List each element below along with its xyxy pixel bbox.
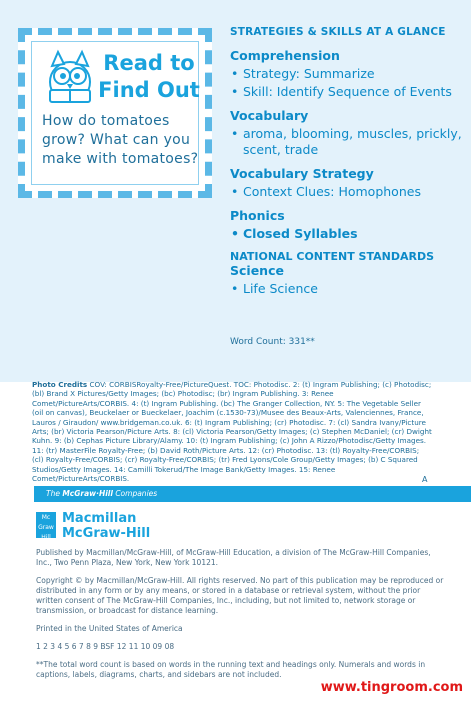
photo-credits xyxy=(32,380,432,483)
title-line-1: Read to xyxy=(103,51,195,75)
comprehension-item-skill: • Skill: Identify Sequence of Events xyxy=(230,84,466,100)
photo-credits-label: Photo Credits xyxy=(32,380,88,389)
word-count-note: **The total word count is based on words in the running text and headings only. Numerals and words in captions, labels, diagrams, charts, and sidebars are not included. xyxy=(36,660,426,679)
phonics-item: • Closed Syllables xyxy=(230,226,466,242)
band-text xyxy=(46,489,157,498)
science-heading: Science xyxy=(230,263,284,278)
comprehension-item-strategy: • Strategy: Summarize xyxy=(230,66,466,82)
page-marker: A xyxy=(422,475,428,484)
guiding-question: How do tomatoes grow? What can you make with tomatoes? xyxy=(42,113,199,167)
skills-at-a-glance xyxy=(230,26,466,299)
band-brand: McGraw·Hill xyxy=(62,489,113,498)
title-line-2: Find Out xyxy=(98,78,200,102)
phonics-heading: Phonics xyxy=(230,208,285,223)
vocabulary-heading: Vocabulary xyxy=(230,108,309,123)
publisher-logo-name xyxy=(62,511,150,541)
copyright-notice: Copyright © by Macmillan/McGraw-Hill. All rights reserved. No part of this publication may be reproduced or distributed in any form or by any means, or stored in a database or retrieval system, without the prior written consent of The McGraw-Hill Companies, Inc., including, but not limited to, network storage or transmission, or broadcast for distance learning. xyxy=(36,576,444,615)
logo-line-1: Macmillan xyxy=(62,511,137,526)
logo-mark-bot: Hill xyxy=(41,534,51,541)
vocabulary-strategy-heading: Vocabulary Strategy xyxy=(230,166,374,181)
read-box-inner xyxy=(31,41,199,185)
read-to-find-out-title xyxy=(94,50,204,104)
mcgraw-hill-logo-icon xyxy=(36,512,56,541)
printed-in: Printed in the United States of America xyxy=(36,624,183,633)
science-item: • Life Science xyxy=(230,281,466,297)
band-post: Companies xyxy=(112,489,158,498)
publisher-info xyxy=(36,548,446,688)
photo-credits-text: COV: CORBISRoyalty-Free/PictureQuest. TOC: Photodisc. 2: (t) Ingram Publishing; (c) Photodisc; (bl) Brand X Pictures/Getty Images; (bc) Photodisc; (br) Ingram Publishing. 3: Renee Comet/PictureArts/CORBIS. 4: (t) Ingram Publishing. (bc) The Granger Collection, NY. 5: The Vegetable Seller (oil on canvas), Beuckelaer or Bueckelaer, Joachim (c.1530-73)/Musee des Beaux-Arts, Valenciennes, France, Lauros / Giraudon/ www.bridgeman.co.uk. 6: (t) Ingram Publishing; (cr) Photodisc. 7: (cl) Sandra Ivany/Picture Arts; (br) Victoria Pearson/Picture Arts. 8: (cl) Victoria Pearson/Getty Images; (c) Stephen McDaniel; (cr) Dwight Kuhn. 9: (b) Cephas Picture Library/Alamy. 10: (t) Ingram Publishing; (c) John A Rizzo/Photodisc/Getty Images. 11: (tr) MasterFile Royalty-Free; (b) David Roth/Picture Arts. 12: (cr) Photodisc. 13: (tl) Royalty-Free/CORBIS; (cl) Royalty-Free/CORBIS; (cr) Royalty-Free/CORBIS; (tr) Fred Lyons/Cole Group/Getty Images; (b) C Squared Studios/Getty Images. 14: Camilli Tokerud/The Image Bank/Getty Images. 15: Renee Comet/PictureArts/CORBIS. xyxy=(32,380,432,484)
logo-line-2: McGraw-Hill xyxy=(62,526,151,541)
comprehension-heading: Comprehension xyxy=(230,48,340,63)
vocabulary-words: • aroma, blooming, muscles, prickly, scent, trade xyxy=(230,126,466,158)
watermark-link[interactable]: www.tingroom.com xyxy=(320,680,463,695)
logo-mark-mid: Graw xyxy=(38,524,54,531)
word-count: Word Count: 331** xyxy=(230,337,315,347)
print-numbers: 1 2 3 4 5 6 7 8 9 BSF 12 11 10 09 08 xyxy=(36,642,175,651)
glance-header: STRATEGIES & SKILLS AT A GLANCE xyxy=(230,26,446,38)
publisher-band xyxy=(34,486,471,502)
published-by: Published by Macmillan/McGraw-Hill, of McGraw-Hill Education, a division of The McGraw-Hill Companies, Inc., Two Penn Plaza, New York, New York 10121. xyxy=(36,548,431,567)
owl-reading-icon xyxy=(40,48,100,106)
national-standards-heading: NATIONAL CONTENT STANDARDS xyxy=(230,250,435,263)
band-pre: The xyxy=(46,489,63,498)
vocabulary-strategy-item: • Context Clues: Homophones xyxy=(230,184,466,200)
read-to-find-out-box xyxy=(18,28,212,198)
logo-mark-top: Mc xyxy=(41,514,51,521)
